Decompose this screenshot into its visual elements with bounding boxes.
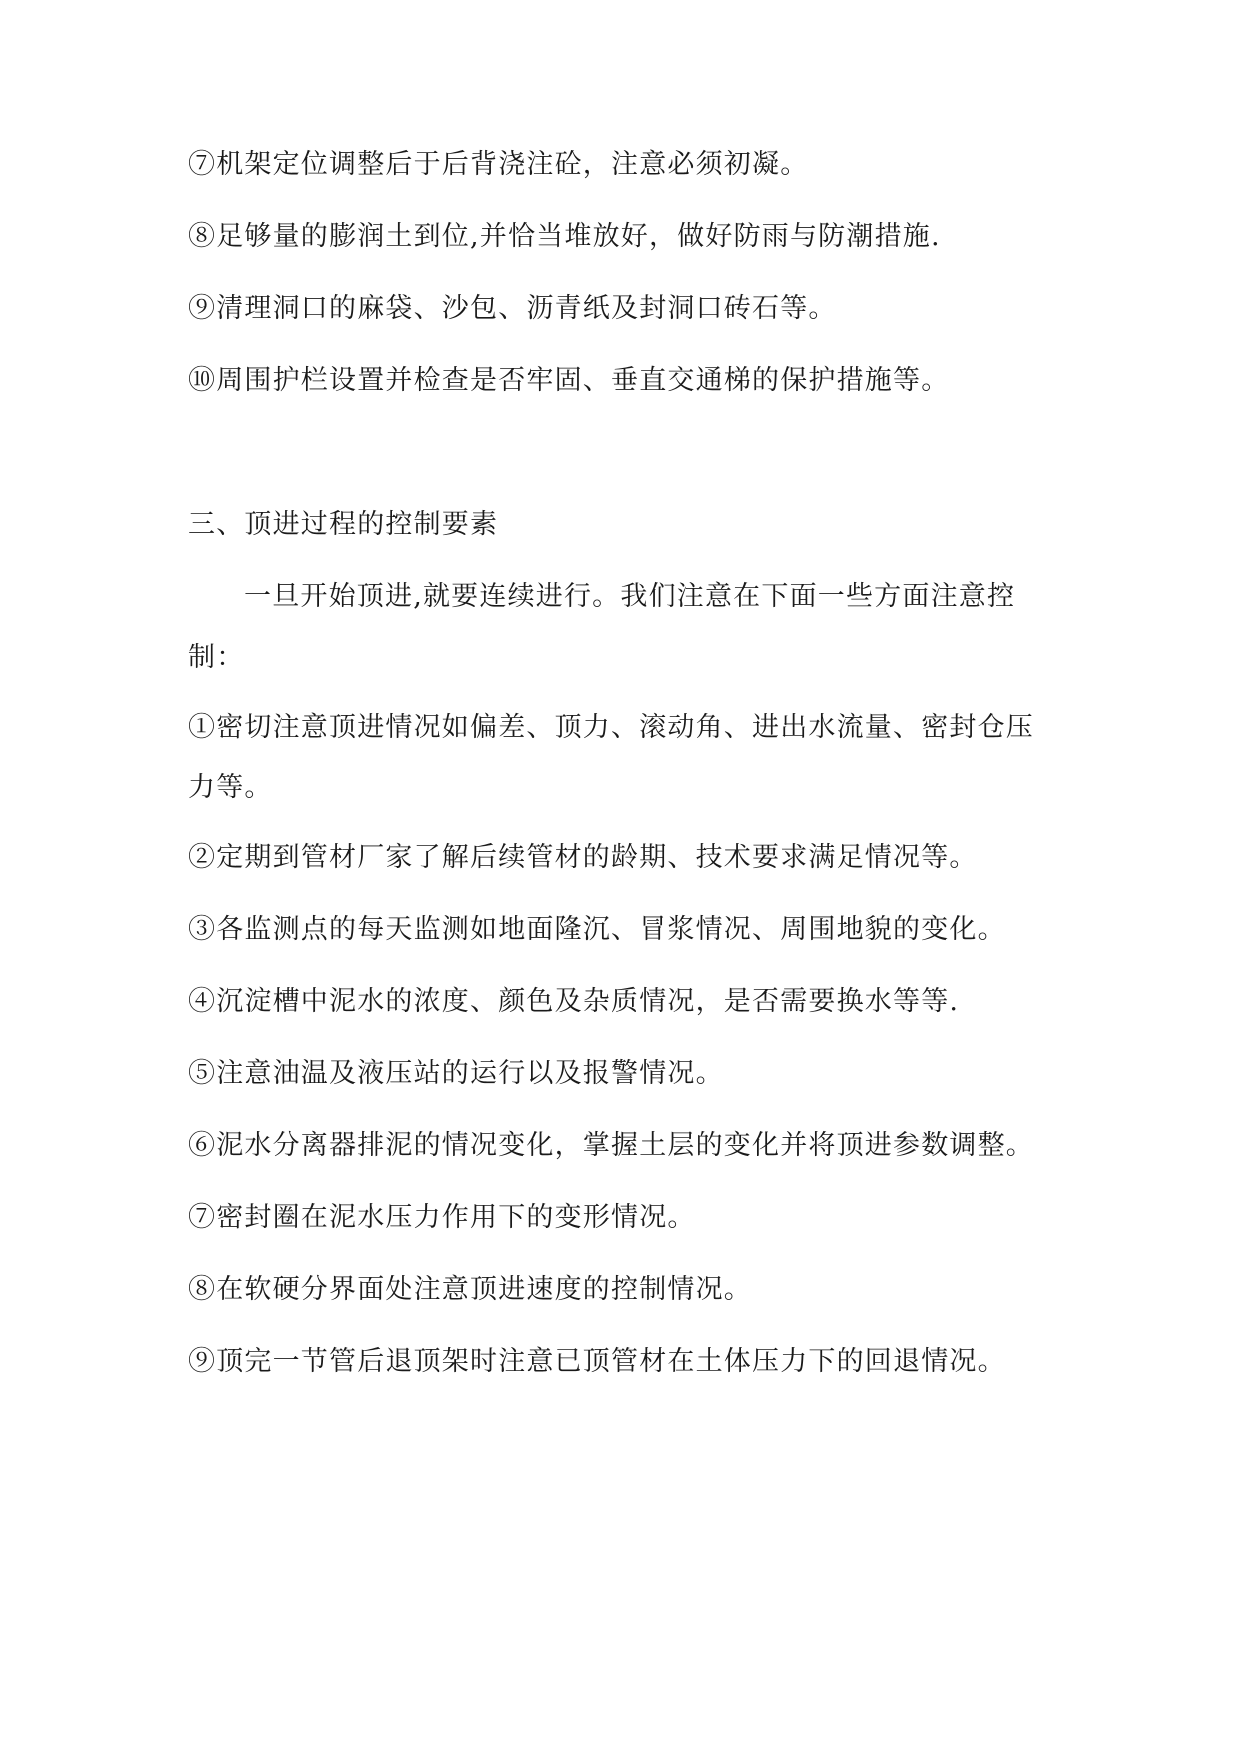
section-intro-line-1: 一旦开始顶进,就要连续进行。我们注意在下面一些方面注意控 xyxy=(244,581,1016,612)
prep-item-9: ⑨清理洞口的麻袋、沙包、沥青纸及封洞口砖石等。 xyxy=(188,293,837,324)
control-item-6: ⑥泥水分离器排泥的情况变化，掌握土层的变化并将顶进参数调整。 xyxy=(188,1130,1034,1161)
prep-item-10: ⑩周围护栏设置并检查是否牢固、垂直交通梯的保护措施等。 xyxy=(188,365,950,396)
section-intro-line-2: 制： xyxy=(188,642,245,673)
control-item-7: ⑦密封圈在泥水压力作用下的变形情况。 xyxy=(188,1202,696,1233)
control-item-1-continued: 力等。 xyxy=(188,772,273,803)
control-item-5: ⑤注意油温及液压站的运行以及报警情况。 xyxy=(188,1058,724,1089)
prep-item-7: ⑦机架定位调整后于后背浇注砼，注意必须初凝。 xyxy=(188,149,809,180)
control-item-8: ⑧在软硬分界面处注意顶进速度的控制情况。 xyxy=(188,1274,752,1305)
control-item-3: ③各监测点的每天监测如地面隆沉、冒浆情况、周围地貌的变化。 xyxy=(188,914,1006,945)
prep-item-8: ⑧足够量的膨润土到位,并恰当堆放好，做好防雨与防潮措施. xyxy=(188,221,941,252)
section-heading: 三、顶进过程的控制要素 xyxy=(188,509,499,540)
control-item-1: ①密切注意顶进情况如偏差、顶力、滚动角、进出水流量、密封仓压 xyxy=(188,712,1034,743)
control-item-2: ②定期到管材厂家了解后续管材的龄期、技术要求满足情况等。 xyxy=(188,842,978,873)
control-item-9: ⑨顶完一节管后退顶架时注意已顶管材在土体压力下的回退情况。 xyxy=(188,1346,1006,1377)
control-item-4: ④沉淀槽中泥水的浓度、颜色及杂质情况，是否需要换水等等. xyxy=(188,986,960,1017)
